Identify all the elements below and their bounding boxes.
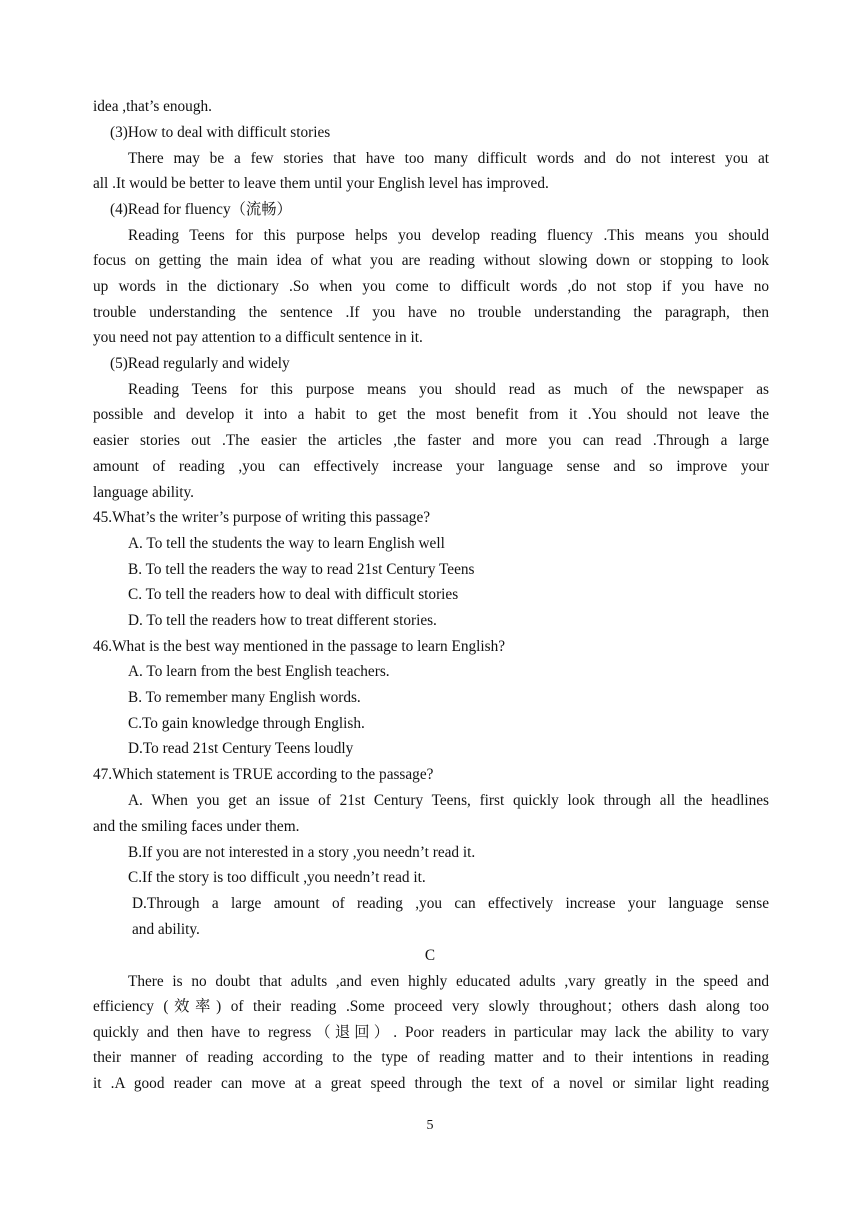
text-line: (5)Read regularly and widely (110, 355, 290, 372)
text-line: B. To remember many English words. (128, 689, 361, 706)
text-line: quickly and then have to regress（退回）. Poor readers in particular may lack the ability to vary (93, 1024, 769, 1041)
text-line: 47.Which statement is TRUE according to the passage? (93, 766, 434, 783)
text-line: Reading Teens for this purpose means you should read as much of the newspaper as (128, 381, 769, 398)
text-line: their manner of reading according to the type of reading matter and to their intentions in reading (93, 1049, 769, 1066)
text-line: trouble understanding the sentence .If you have no trouble understanding the paragraph, then (93, 304, 769, 321)
text-line: all .It would be better to leave them until your English level has improved. (93, 175, 549, 192)
text-line: 46.What is the best way mentioned in the passage to learn English? (93, 638, 506, 655)
text-line: idea ,that’s enough. (93, 98, 212, 115)
text-line: A. When you get an issue of 21st Century Teens, first quickly look through all the headlines (128, 792, 769, 809)
text-line: easier stories out .The easier the articles ,the faster and more you can read .Through a large (93, 432, 769, 449)
text-line: amount of reading ,you can effectively increase your language sense and so improve your (93, 458, 769, 475)
text-line: There is no doubt that adults ,and even highly educated adults ,vary greatly in the speed and (128, 973, 769, 990)
text-line: D.Through a large amount of reading ,you can effectively increase your language sense (132, 895, 769, 912)
text-line: A. To tell the students the way to learn English well (128, 535, 445, 552)
text-line: C. To tell the readers how to deal with difficult stories (128, 586, 459, 603)
text-line: C (424, 947, 436, 964)
text-line: you need not pay attention to a difficult sentence in it. (93, 329, 423, 346)
text-line: language ability. (93, 484, 194, 501)
text-line: Reading Teens for this purpose helps you develop reading fluency .This means you should (128, 227, 769, 244)
text-line: D. To tell the readers how to treat different stories. (128, 612, 437, 629)
text-line: and the smiling faces under them. (93, 818, 300, 835)
text-line: 45.What’s the writer’s purpose of writing this passage? (93, 509, 431, 526)
text-line: D.To read 21st Century Teens loudly (128, 740, 354, 757)
text-line: efficiency (效率) of their reading .Some proceed very slowly throughout；others dash along too (93, 998, 769, 1015)
text-line: (3)How to deal with difficult stories (110, 124, 331, 141)
text-line: possible and develop it into a habit to get the most benefit from it .You should not leave the (93, 406, 769, 423)
page-number: 5 (426, 1118, 434, 1133)
text-line: C.If the story is too difficult ,you needn’t read it. (128, 869, 426, 886)
text-line: it .A good reader can move at a great speed through the text of a novel or similar light reading (93, 1075, 769, 1092)
text-line: up words in the dictionary .So when you come to difficult words ,do not stop if you have no (93, 278, 769, 295)
text-line: There may be a few stories that have too many difficult words and do not interest you at (128, 150, 769, 167)
text-line: and ability. (132, 921, 200, 938)
text-line: B. To tell the readers the way to read 21st Century Teens (128, 561, 475, 578)
text-line: A. To learn from the best English teachers. (128, 663, 390, 680)
text-line: B.If you are not interested in a story ,you needn’t read it. (128, 844, 476, 861)
text-line: focus on getting the main idea of what you are reading without slowing down or stopping to look (93, 252, 769, 269)
text-line: (4)Read for fluency（流畅） (110, 201, 292, 218)
text-line: C.To gain knowledge through English. (128, 715, 365, 732)
